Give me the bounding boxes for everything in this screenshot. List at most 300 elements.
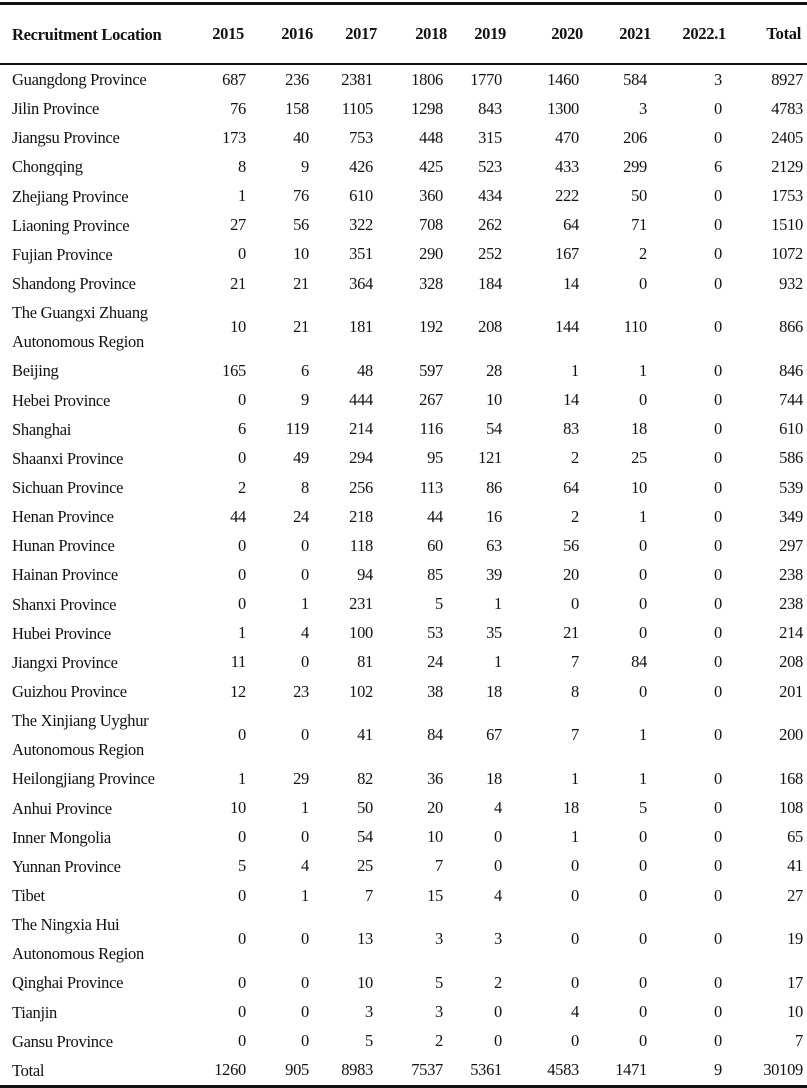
location-cell: The Guangxi Zhuang Autonomous Region (12, 303, 148, 352)
location-cell: The Ningxia Hui Autonomous Region (12, 915, 144, 964)
value-cell: 165 (222, 360, 246, 380)
value-cell: 5 (435, 594, 443, 614)
value-cell: 0 (301, 827, 309, 847)
value-cell: 0 (639, 535, 647, 555)
value-cell: 0 (238, 972, 246, 992)
value-cell: 4 (301, 856, 309, 876)
value-cell: 294 (349, 448, 373, 468)
value-cell: 267 (419, 390, 443, 410)
value-cell: 25 (357, 856, 373, 876)
value-cell: 84 (631, 652, 647, 672)
value-cell: 2 (639, 244, 647, 264)
value-cell: 110 (623, 317, 647, 337)
value-cell: 7 (571, 652, 579, 672)
location-cell: Anhui Province (12, 798, 112, 818)
table-row (0, 444, 807, 473)
value-cell: 425 (419, 156, 443, 176)
location-cell: Guizhou Province (12, 682, 127, 702)
table-row (0, 531, 807, 560)
table-row (0, 298, 807, 356)
value-cell: 49 (293, 448, 309, 468)
value-cell: 0 (714, 929, 722, 949)
location-cell: Beijing (12, 361, 59, 381)
value-cell: 846 (779, 360, 803, 380)
table-row (0, 910, 807, 968)
value-cell: 206 (623, 127, 647, 147)
value-cell: 0 (714, 768, 722, 788)
table-row (0, 123, 807, 152)
value-cell: 20 (563, 564, 579, 584)
value-cell: 9 (301, 390, 309, 410)
value-cell: 108 (779, 798, 803, 818)
value-cell: 0 (301, 1002, 309, 1022)
table-row (0, 182, 807, 211)
value-cell: 1072 (771, 244, 803, 264)
value-cell: 290 (419, 244, 443, 264)
table-row (0, 64, 807, 94)
value-cell: 1 (639, 725, 647, 745)
header-2021: 2021 (619, 24, 651, 43)
table-row (0, 415, 807, 444)
table-row (0, 211, 807, 240)
value-cell: 63 (486, 535, 502, 555)
value-cell: 0 (714, 972, 722, 992)
location-cell: Shaanxi Province (12, 448, 124, 468)
value-cell: 24 (427, 652, 443, 672)
value-cell: 0 (238, 594, 246, 614)
value-cell: 3 (494, 929, 502, 949)
table-row (0, 94, 807, 123)
value-cell: 4 (301, 623, 309, 643)
value-cell: 1 (301, 798, 309, 818)
value-cell: 144 (555, 317, 579, 337)
value-cell: 1105 (341, 98, 373, 118)
value-cell: 6 (301, 360, 309, 380)
value-cell: 444 (349, 390, 373, 410)
value-cell: 13 (357, 929, 373, 949)
value-cell: 113 (419, 477, 443, 497)
value-cell: 470 (555, 127, 579, 147)
value-cell: 0 (301, 652, 309, 672)
value-cell: 200 (779, 725, 803, 745)
location-cell: Total (12, 1060, 45, 1080)
value-cell: 201 (779, 681, 803, 701)
value-cell: 597 (419, 360, 443, 380)
value-cell: 0 (494, 856, 502, 876)
value-cell: 4 (494, 885, 502, 905)
value-cell: 67 (486, 725, 502, 745)
value-cell: 1753 (771, 186, 803, 206)
value-cell: 315 (478, 127, 502, 147)
header-2019: 2019 (474, 24, 506, 43)
value-cell: 0 (714, 1002, 722, 1022)
value-cell: 1 (494, 594, 502, 614)
location-cell: Chongqing (12, 157, 83, 177)
value-cell: 0 (714, 623, 722, 643)
location-cell: Yunnan Province (12, 856, 121, 876)
value-cell: 1471 (615, 1060, 647, 1080)
value-cell: 349 (779, 506, 803, 526)
value-cell: 1 (301, 885, 309, 905)
table-row (0, 998, 807, 1027)
location-cell: Gansu Province (12, 1031, 113, 1051)
value-cell: 0 (238, 448, 246, 468)
value-cell: 0 (714, 885, 722, 905)
value-cell: 0 (714, 419, 722, 439)
location-cell: Hubei Province (12, 623, 111, 643)
value-cell: 214 (779, 623, 803, 643)
value-cell: 118 (349, 535, 373, 555)
value-cell: 0 (301, 1031, 309, 1051)
value-cell: 2 (571, 506, 579, 526)
value-cell: 0 (571, 929, 579, 949)
value-cell: 0 (639, 273, 647, 293)
value-cell: 2 (494, 972, 502, 992)
value-cell: 322 (349, 215, 373, 235)
value-cell: 0 (571, 972, 579, 992)
value-cell: 299 (623, 156, 647, 176)
value-cell: 21 (293, 273, 309, 293)
value-cell: 102 (349, 681, 373, 701)
value-cell: 1300 (547, 98, 579, 118)
value-cell: 28 (486, 360, 502, 380)
value-cell: 6 (714, 156, 722, 176)
value-cell: 0 (494, 1031, 502, 1051)
value-cell: 5361 (470, 1060, 502, 1080)
value-cell: 0 (301, 972, 309, 992)
value-cell: 1 (639, 360, 647, 380)
value-cell: 222 (555, 186, 579, 206)
value-cell: 539 (779, 477, 803, 497)
value-cell: 2405 (771, 127, 803, 147)
value-cell: 64 (563, 215, 579, 235)
value-cell: 3 (365, 1002, 373, 1022)
value-cell: 18 (486, 768, 502, 788)
location-cell: Shanxi Province (12, 594, 117, 614)
table-body (0, 64, 807, 1086)
value-cell: 94 (357, 564, 373, 584)
value-cell: 10 (230, 798, 246, 818)
value-cell: 20 (427, 798, 443, 818)
value-cell: 10 (357, 972, 373, 992)
value-cell: 50 (631, 186, 647, 206)
value-cell: 10 (427, 827, 443, 847)
value-cell: 44 (230, 506, 246, 526)
header-2018: 2018 (415, 24, 447, 43)
value-cell: 14 (563, 390, 579, 410)
value-cell: 29 (293, 768, 309, 788)
value-cell: 168 (779, 768, 803, 788)
value-cell: 3 (714, 69, 722, 89)
value-cell: 0 (301, 725, 309, 745)
value-cell: 0 (571, 856, 579, 876)
value-cell: 1 (639, 506, 647, 526)
value-cell: 10 (230, 317, 246, 337)
value-cell: 9 (301, 156, 309, 176)
location-cell: Tibet (12, 886, 45, 906)
value-cell: 21 (293, 317, 309, 337)
value-cell: 1 (571, 768, 579, 788)
location-cell: Guangdong Province (12, 70, 147, 90)
value-cell: 0 (714, 360, 722, 380)
value-cell: 523 (478, 156, 502, 176)
value-cell: 53 (427, 623, 443, 643)
value-cell: 21 (563, 623, 579, 643)
value-cell: 3 (435, 929, 443, 949)
table-row (0, 560, 807, 589)
value-cell: 4583 (547, 1060, 579, 1080)
value-cell: 208 (779, 652, 803, 672)
location-cell: Shanghai (12, 419, 72, 439)
value-cell: 41 (357, 725, 373, 745)
value-cell: 0 (714, 856, 722, 876)
value-cell: 0 (714, 127, 722, 147)
value-cell: 9 (714, 1060, 722, 1080)
value-cell: 3 (435, 1002, 443, 1022)
value-cell: 3 (639, 98, 647, 118)
value-cell: 0 (639, 856, 647, 876)
value-cell: 744 (779, 390, 803, 410)
value-cell: 0 (301, 929, 309, 949)
table-header-row (0, 4, 807, 65)
value-cell: 5 (365, 1031, 373, 1051)
value-cell: 0 (714, 215, 722, 235)
value-cell: 12 (230, 681, 246, 701)
table-row (0, 648, 807, 677)
value-cell: 0 (639, 929, 647, 949)
value-cell: 364 (349, 273, 373, 293)
location-cell: Hunan Province (12, 536, 115, 556)
value-cell: 708 (419, 215, 443, 235)
value-cell: 360 (419, 186, 443, 206)
value-cell: 252 (478, 244, 502, 264)
value-cell: 426 (349, 156, 373, 176)
value-cell: 2 (435, 1031, 443, 1051)
value-cell: 10 (486, 390, 502, 410)
value-cell: 56 (293, 215, 309, 235)
value-cell: 1460 (547, 69, 579, 89)
value-cell: 0 (714, 273, 722, 293)
value-cell: 10 (631, 477, 647, 497)
value-cell: 71 (631, 215, 647, 235)
location-cell: Jilin Province (12, 99, 100, 119)
value-cell: 0 (494, 827, 502, 847)
value-cell: 1260 (214, 1060, 246, 1080)
value-cell: 14 (563, 273, 579, 293)
value-cell: 0 (238, 535, 246, 555)
value-cell: 0 (571, 885, 579, 905)
value-cell: 1 (301, 594, 309, 614)
header-2017: 2017 (345, 24, 377, 43)
value-cell: 0 (714, 827, 722, 847)
value-cell: 236 (285, 69, 309, 89)
location-cell: Hainan Province (12, 565, 118, 585)
value-cell: 0 (238, 827, 246, 847)
value-cell: 173 (222, 127, 246, 147)
value-cell: 610 (349, 186, 373, 206)
table-row (0, 823, 807, 852)
value-cell: 4783 (771, 98, 803, 118)
table-row (0, 677, 807, 706)
value-cell: 0 (714, 448, 722, 468)
value-cell: 23 (293, 681, 309, 701)
value-cell: 2129 (771, 156, 803, 176)
total-row (0, 1056, 807, 1087)
value-cell: 65 (787, 827, 803, 847)
value-cell: 0 (571, 1031, 579, 1051)
value-cell: 584 (623, 69, 647, 89)
value-cell: 16 (486, 506, 502, 526)
value-cell: 7 (365, 885, 373, 905)
value-cell: 214 (349, 419, 373, 439)
value-cell: 753 (349, 127, 373, 147)
header-2016: 2016 (281, 24, 313, 43)
value-cell: 83 (563, 419, 579, 439)
value-cell: 15 (427, 885, 443, 905)
header-total: Total (766, 24, 801, 43)
value-cell: 1 (238, 186, 246, 206)
value-cell: 0 (639, 885, 647, 905)
value-cell: 121 (478, 448, 502, 468)
value-cell: 158 (285, 98, 309, 118)
value-cell: 0 (571, 594, 579, 614)
value-cell: 184 (478, 273, 502, 293)
value-cell: 10 (293, 244, 309, 264)
value-cell: 843 (478, 98, 502, 118)
table-row (0, 386, 807, 415)
value-cell: 1 (238, 623, 246, 643)
value-cell: 7 (571, 725, 579, 745)
value-cell: 0 (714, 506, 722, 526)
table-row (0, 881, 807, 910)
value-cell: 2381 (341, 69, 373, 89)
table-row (0, 152, 807, 181)
value-cell: 0 (494, 1002, 502, 1022)
location-cell: The Xinjiang Uyghur Autonomous Region (12, 711, 149, 760)
value-cell: 60 (427, 535, 443, 555)
value-cell: 8927 (771, 69, 803, 89)
value-cell: 48 (357, 360, 373, 380)
value-cell: 1 (571, 360, 579, 380)
value-cell: 208 (478, 317, 502, 337)
value-cell: 19 (787, 929, 803, 949)
value-cell: 4 (571, 1002, 579, 1022)
value-cell: 0 (714, 186, 722, 206)
value-cell: 18 (563, 798, 579, 818)
value-cell: 0 (238, 885, 246, 905)
value-cell: 167 (555, 244, 579, 264)
value-cell: 21 (230, 273, 246, 293)
value-cell: 0 (301, 564, 309, 584)
value-cell: 0 (714, 681, 722, 701)
value-cell: 0 (639, 623, 647, 643)
table-row (0, 706, 807, 764)
value-cell: 50 (357, 798, 373, 818)
value-cell: 64 (563, 477, 579, 497)
value-cell: 0 (639, 564, 647, 584)
value-cell: 119 (285, 419, 309, 439)
value-cell: 0 (238, 390, 246, 410)
value-cell: 8 (301, 477, 309, 497)
value-cell: 76 (293, 186, 309, 206)
value-cell: 0 (714, 564, 722, 584)
value-cell: 6 (238, 419, 246, 439)
location-cell: Sichuan Province (12, 478, 124, 498)
value-cell: 95 (427, 448, 443, 468)
header-2022-1: 2022.1 (682, 24, 726, 43)
value-cell: 1 (494, 652, 502, 672)
value-cell: 1510 (771, 215, 803, 235)
table-row (0, 590, 807, 619)
value-cell: 0 (714, 390, 722, 410)
value-cell: 25 (631, 448, 647, 468)
value-cell: 328 (419, 273, 443, 293)
value-cell: 17 (787, 972, 803, 992)
value-cell: 181 (349, 317, 373, 337)
value-cell: 100 (349, 623, 373, 643)
value-cell: 610 (779, 419, 803, 439)
location-cell: Zhejiang Province (12, 186, 129, 206)
value-cell: 1806 (411, 69, 443, 89)
value-cell: 0 (238, 1002, 246, 1022)
header-2020: 2020 (551, 24, 583, 43)
value-cell: 40 (293, 127, 309, 147)
value-cell: 5 (435, 972, 443, 992)
location-cell: Liaoning Province (12, 215, 130, 235)
value-cell: 238 (779, 594, 803, 614)
value-cell: 4 (494, 798, 502, 818)
table-row (0, 794, 807, 823)
value-cell: 10 (787, 1002, 803, 1022)
value-cell: 0 (639, 681, 647, 701)
location-cell: Qinghai Province (12, 973, 124, 993)
value-cell: 351 (349, 244, 373, 264)
location-cell: Fujian Province (12, 244, 113, 264)
value-cell: 1298 (411, 98, 443, 118)
value-cell: 8 (571, 681, 579, 701)
value-cell: 0 (714, 594, 722, 614)
value-cell: 0 (714, 244, 722, 264)
location-cell: Jiangsu Province (12, 128, 120, 148)
value-cell: 24 (293, 506, 309, 526)
value-cell: 0 (639, 594, 647, 614)
value-cell: 54 (357, 827, 373, 847)
value-cell: 11 (230, 652, 246, 672)
table-row (0, 619, 807, 648)
value-cell: 27 (230, 215, 246, 235)
value-cell: 238 (779, 564, 803, 584)
value-cell: 7 (795, 1031, 803, 1051)
value-cell: 41 (787, 856, 803, 876)
table-row (0, 764, 807, 793)
value-cell: 0 (714, 652, 722, 672)
value-cell: 56 (563, 535, 579, 555)
table-row (0, 968, 807, 997)
recruitment-location-table (0, 2, 807, 1088)
value-cell: 44 (427, 506, 443, 526)
value-cell: 1 (571, 827, 579, 847)
table-row (0, 502, 807, 531)
value-cell: 448 (419, 127, 443, 147)
table-row (0, 473, 807, 502)
value-cell: 0 (238, 929, 246, 949)
value-cell: 27 (787, 885, 803, 905)
value-cell: 2 (571, 448, 579, 468)
value-cell: 38 (427, 681, 443, 701)
value-cell: 0 (714, 798, 722, 818)
location-cell: Hebei Province (12, 390, 110, 410)
value-cell: 84 (427, 725, 443, 745)
